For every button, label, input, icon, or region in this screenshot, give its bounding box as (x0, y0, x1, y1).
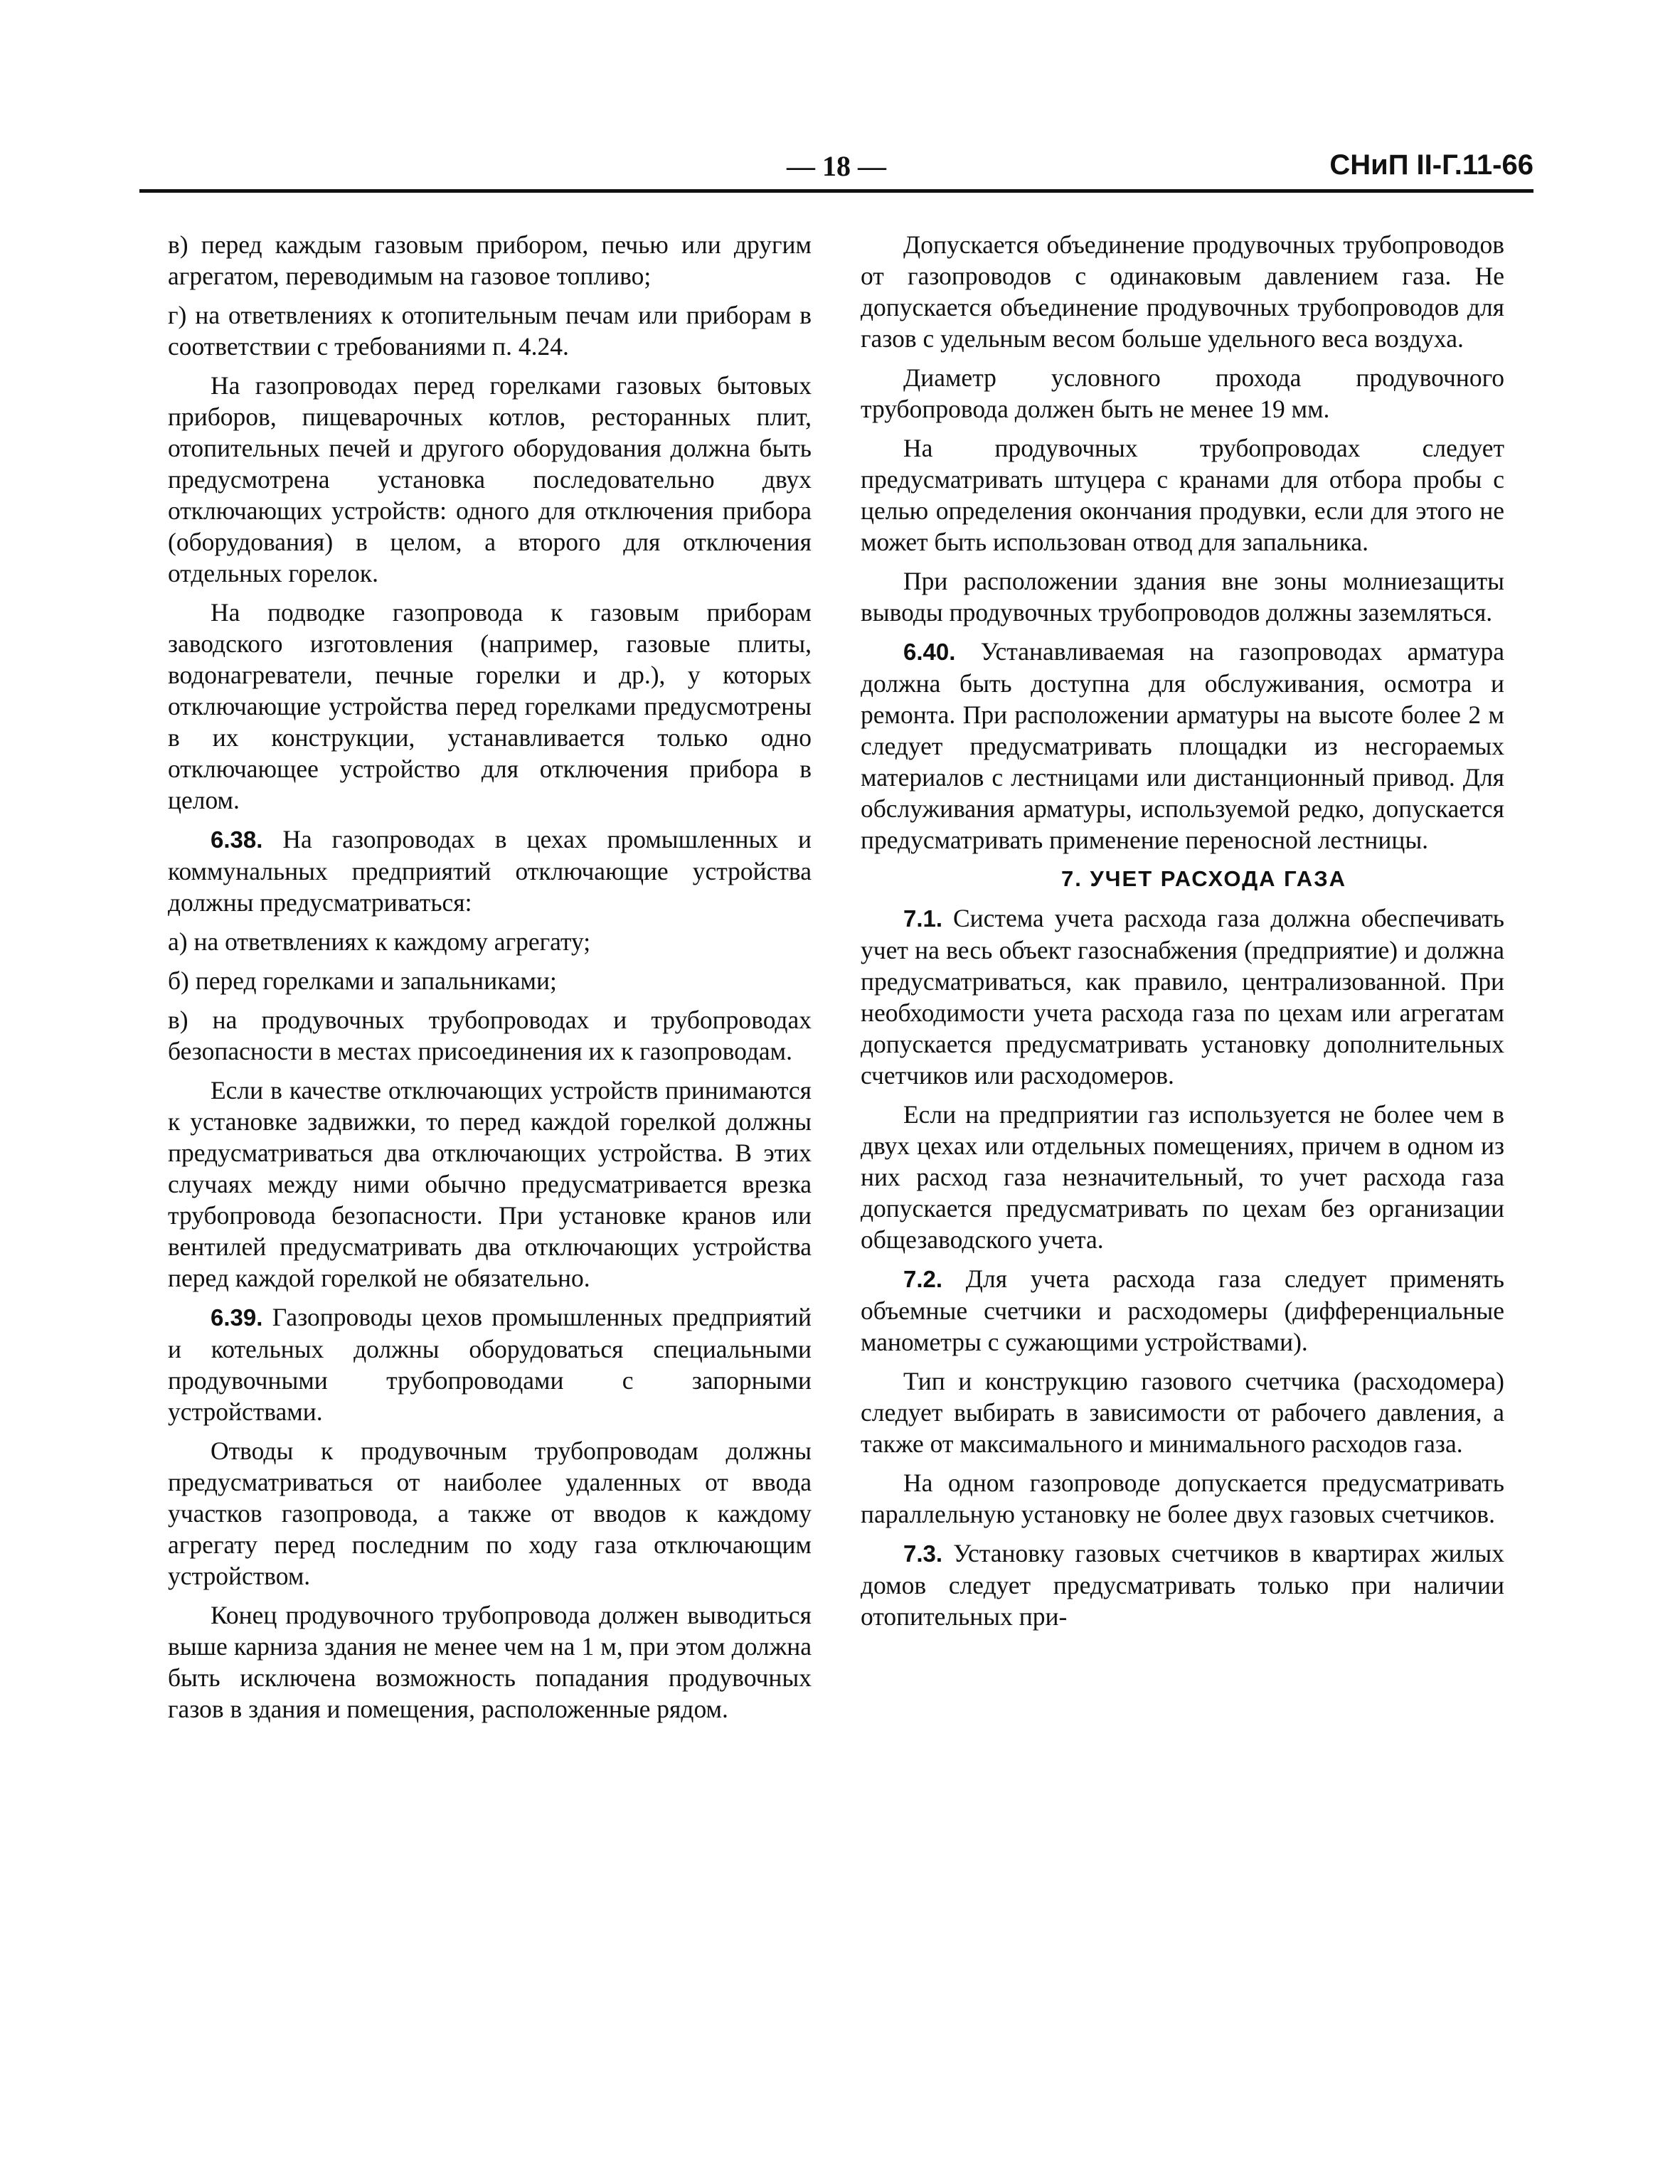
paragraph: Конец продувочного трубопровода должен выводиться выше карниза здания не менее чем на 1 м, при этом должна быть исключена возможность попадания продувочных газов в здания и помещения, расположенные рядом. (168, 1601, 812, 1723)
clause-number: 7.3. (903, 1540, 943, 1567)
paragraph: Если в качестве отключающих устройств принимаются к установке задвижки, то перед каждой горелкой должны предусматриваться два отключающих устройства. В этих случаях между ними обычно предусматривается врезка трубопровода безопасности. При установке кранов или вентилей предусматривать два отключающих устройства перед каждой горелкой не обязательно. (168, 1076, 812, 1292)
page-header (139, 149, 1533, 192)
clause-paragraph (861, 902, 1504, 1091)
clause-paragraph (861, 1538, 1504, 1632)
clause-number: 7.1. (903, 905, 943, 932)
clause-number: 6.40. (903, 639, 956, 665)
clause-number: 6.39. (211, 1304, 263, 1331)
clause-number: 7.2. (903, 1266, 943, 1292)
paragraph: При расположении здания вне зоны молниезащиты выводы продувочных трубопроводов должны заземляться. (861, 567, 1504, 627)
paragraph: На газопроводах перед горелками газовых бытовых приборов, пищеварочных котлов, ресторанных плит, отопительных печей и другого оборудования должна быть предусмотрена установка последовательно двух отключающих устройств: одного для отключения прибора (оборудования) в целом, а второго для отключения отдельных горелок. (168, 371, 812, 587)
section-heading: 7. УЧЕТ РАСХОДА ГАЗА (1060, 866, 1346, 891)
list-item: а) на ответвлениях к каждому агрегату; (168, 927, 591, 956)
clause-text: Устанавливаемая на газопроводах арматура должна быть доступна для обслуживания, осмотра и ремонта. При расположении арматуры на высоте более 2 м следует предусматривать площадки из несгораемых материалов с лестницами или дистанционный привод. Для обслуживания арматуры, используемой редко, допускается предусматривать применение переносной лестницы. (861, 637, 1504, 854)
clause-number: 6.38. (211, 826, 263, 853)
page-number: — 18 — (787, 150, 886, 182)
list-item: в) перед каждым газовым прибором, печью или другим агрегатом, переводимым на газовое топливо; (168, 230, 812, 290)
left-column (168, 229, 812, 1732)
paragraph: На продувочных трубопроводах следует предусматривать штуцера с кранами для отбора пробы с целью определения окончания продувки, если для этого не может быть использован отвод для запальника. (861, 434, 1504, 556)
clause-paragraph (168, 1301, 812, 1427)
list-item: г) на ответвлениях к отопительным печам или приборам в соответствии с требованиями п. 4.24. (168, 301, 812, 361)
paragraph: На подводке газопровода к газовым приборам заводского изготовления (например, газовые плиты, водонагреватели, печные горелки и др.), у которых отключающие устройства перед горелками предусмотрены в их конструкции, устанавливается только одно отключающее устройство для отключения прибора в целом. (168, 598, 812, 814)
clause-text: На газопроводах в цехах промышленных и коммунальных предприятий отключающие устройства должны предусматриваться: (168, 825, 812, 917)
clause-paragraph (861, 1263, 1504, 1358)
header-rule (139, 189, 1533, 193)
clause-text: Установку газовых счетчиков в квартирах жилых домов следует предусматривать только при наличии отопительных при- (861, 1539, 1504, 1631)
paragraph: На одном газопроводе допускается предусматривать параллельную установку не более двух газовых счетчиков. (861, 1469, 1504, 1528)
list-item: б) перед горелками и запальниками; (168, 966, 557, 995)
right-column (861, 229, 1504, 1640)
paragraph: Если на предприятии газ используется не более чем в двух цехах или отдельных помещениях, причем в одном из них расход газа незначительный, то учет расхода газа допускается предусматривать по цехам без организации общезаводского учета. (861, 1100, 1504, 1254)
document-code: СНиП II-Г.11-66 (1329, 149, 1533, 181)
paragraph: Тип и конструкцию газового счетчика (расходомера) следует выбирать в зависимости от рабочего давления, а также от максимального и минимального расходов газа. (861, 1367, 1504, 1458)
paragraph: Диаметр условного прохода продувочного трубопровода должен быть не менее 19 мм. (861, 363, 1504, 423)
clause-paragraph (861, 636, 1504, 856)
paragraph: Допускается объединение продувочных трубопроводов от газопроводов с одинаковым давлением газа. Не допускается объединение продувочных трубопроводов для газов с удельным весом больше удельного веса воздуха. (861, 230, 1504, 353)
list-item: в) на продувочных трубопроводах и трубопроводах безопасности в местах присоединения их к газопроводам. (168, 1006, 812, 1065)
clause-text: Для учета расхода газа следует применять объемные счетчики и расходомеры (дифференциальные манометры с сужающими устройствами). (861, 1264, 1504, 1356)
paragraph: Отводы к продувочным трубопроводам должны предусматриваться от наиболее удаленных от ввода участков газопровода, а также от вводов к каждому агрегату перед последним по ходу газа отключающим устройством. (168, 1437, 812, 1590)
clause-paragraph (168, 824, 812, 918)
clause-text: Газопроводы цехов промышленных предприятий и котельных должны оборудоваться специальными продувочными трубопроводами с запорными устройствами. (168, 1303, 812, 1426)
clause-text: Система учета расхода газа должна обеспечивать учет на весь объект газоснабжения (предприятие) и должна предусматриваться, как правило, централизованной. При необходимости учета расхода газа по цехам или агрегатам допускается предусматривать установку дополнительных счетчиков или расходомеров. (861, 904, 1504, 1090)
